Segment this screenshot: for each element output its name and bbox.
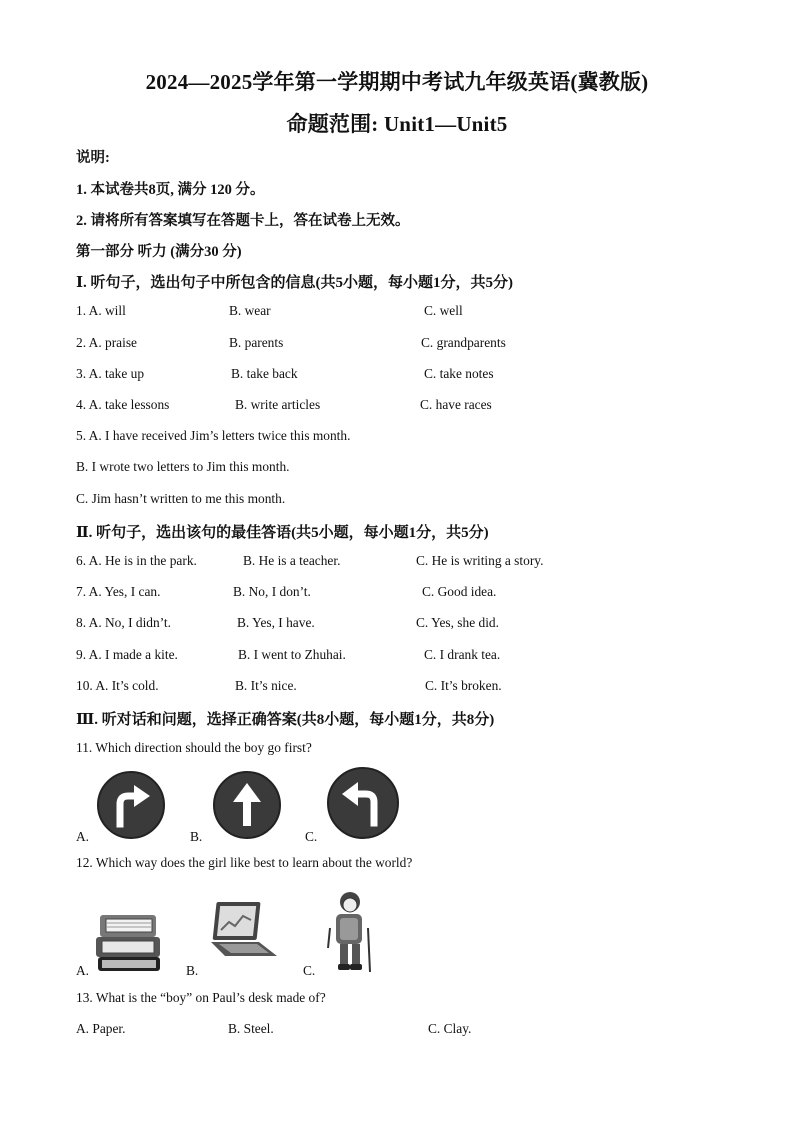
q9-option-c: C. I drank tea. (424, 647, 501, 662)
q2-option-c: C. grandparents (421, 335, 506, 350)
section-2-title: Ⅱ. 听句子，选出该句的最佳答语(共5小题，每小题1分，共5分) (76, 525, 489, 541)
books-icon (94, 905, 166, 977)
q11-label-c: C. (305, 829, 318, 844)
q13-option-b: B. Steel. (228, 1021, 274, 1036)
q6-option-b: B. He is a teacher. (243, 553, 341, 568)
q3-option-a: 3. A. take up (76, 366, 145, 381)
q13-question: 13. What is the “boy” on Paul’s desk made of? (76, 990, 326, 1005)
q2-option-a: 2. A. praise (76, 335, 137, 350)
turn-left-sign-icon (326, 766, 400, 840)
q5-option-a: 5. A. I have received Jim’s letters twice this month. (76, 428, 351, 443)
q9-option-a: 9. A. I made a kite. (76, 647, 178, 662)
exam-scope: 命题范围: Unit1—Unit5 (286, 112, 508, 136)
laptop-icon (207, 898, 279, 960)
q8-option-a: 8. A. No, I didn’t. (76, 615, 171, 630)
q9-option-b: B. I went to Zhuhai. (238, 647, 346, 662)
go-straight-sign-icon (212, 770, 282, 840)
q8-option-b: B. Yes, I have. (237, 615, 315, 630)
q12-question: 12. Which way does the girl like best to learn about the world? (76, 855, 413, 870)
notes-heading: 说明: (76, 150, 110, 166)
q12-label-a: A. (76, 963, 90, 978)
q13-option-a: A. Paper. (76, 1021, 126, 1036)
q6-option-c: C. He is writing a story. (416, 553, 544, 568)
q12-label-c: C. (303, 963, 316, 978)
q3-option-c: C. take notes (424, 366, 494, 381)
q5-option-c: C. Jim hasn’t written to me this month. (76, 491, 286, 506)
exam-title: 2024—2025学年第一学期期中考试九年级英语(冀教版) (145, 70, 649, 94)
q8-option-c: C. Yes, she did. (416, 615, 499, 630)
q13-option-c: C. Clay. (428, 1021, 472, 1036)
q11-question: 11. Which direction should the boy go first? (76, 740, 312, 755)
q6-option-a: 6. A. He is in the park. (76, 553, 197, 568)
hiker-icon (320, 888, 382, 976)
q1-option-c: C. well (424, 303, 463, 318)
turn-right-sign-icon (96, 770, 166, 840)
q1-option-b: B. wear (229, 303, 271, 318)
q4-option-a: 4. A. take lessons (76, 397, 170, 412)
q4-option-b: B. write articles (235, 397, 321, 412)
q5-option-b: B. I wrote two letters to Jim this month. (76, 459, 290, 474)
part1-title: 第一部分 听力 (满分30 分) (76, 244, 242, 260)
q10-option-b: B. It’s nice. (235, 678, 297, 693)
q7-option-c: C. Good idea. (422, 584, 497, 599)
q1-option-a: 1. A. will (76, 303, 126, 318)
q3-option-b: B. take back (231, 366, 298, 381)
q7-option-a: 7. A. Yes, I can. (76, 584, 161, 599)
q2-option-b: B. parents (229, 335, 284, 350)
q10-option-a: 10. A. It’s cold. (76, 678, 159, 693)
q11-label-a: A. (76, 829, 90, 844)
q12-label-b: B. (186, 963, 199, 978)
q11-label-b: B. (190, 829, 203, 844)
section-1-title: Ⅰ. 听句子，选出句子中所包含的信息(共5小题，每小题1分，共5分) (76, 275, 514, 291)
note-2: 2. 请将所有答案填写在答题卡上，答在试卷上无效。 (76, 213, 410, 229)
note-1: 1. 本试卷共8页, 满分 120 分。 (76, 182, 265, 198)
q7-option-b: B. No, I don’t. (233, 584, 311, 599)
q4-option-c: C. have races (420, 397, 492, 412)
section-3-title: Ⅲ. 听对话和问题，选择正确答案(共8小题，每小题1分，共8分) (76, 712, 495, 728)
q10-option-c: C. It’s broken. (425, 678, 502, 693)
